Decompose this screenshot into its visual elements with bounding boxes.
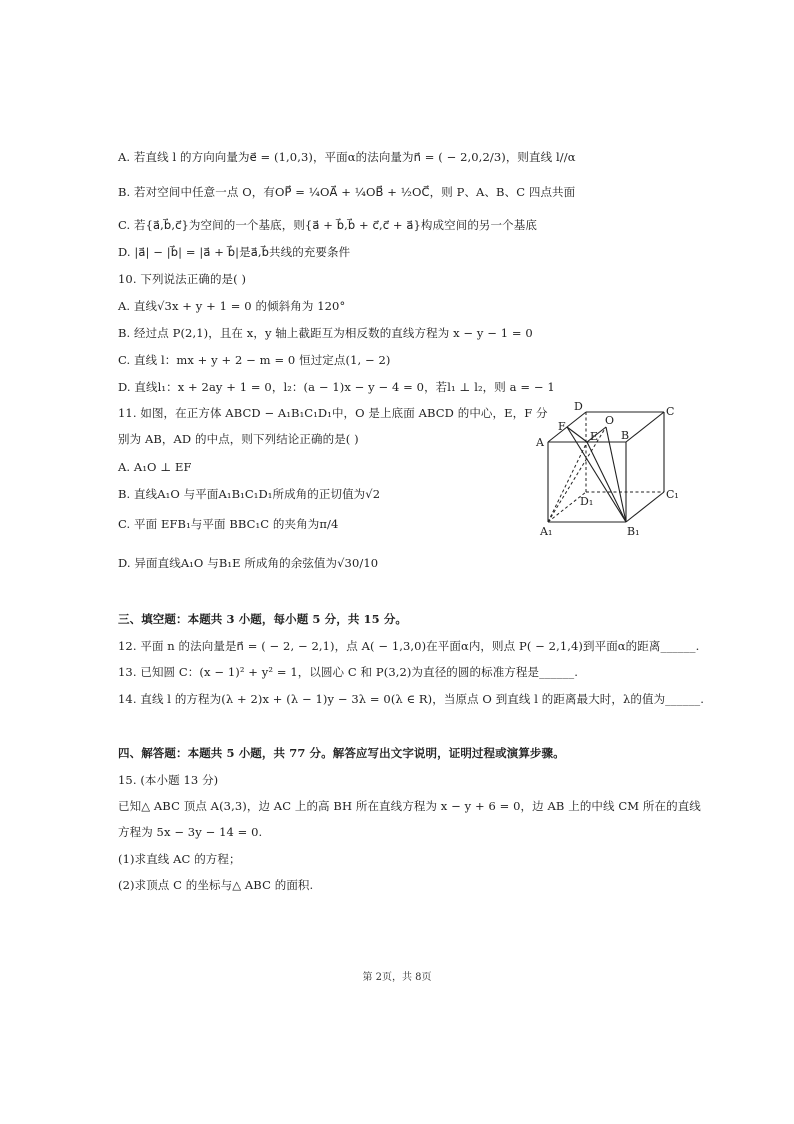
- q10-option-b: B. 经过点 P(2,1)，且在 x，y 轴上截距互为相反数的直线方程为 x − y − 1 = 0: [118, 326, 533, 340]
- q11-option-d: D. 异面直线A₁O 与B₁E 所成角的余弦值为√30/10: [118, 556, 379, 570]
- q9-option-c: C. 若{a⃗,b⃗,c⃗}为空间的一个基底，则{a⃗ + b⃗,b⃗ + c⃗,c⃗ + a⃗}构成空间的另一个基底: [118, 218, 537, 232]
- label-E: E: [590, 430, 599, 443]
- q10-stem: 10. 下列说法正确的是( ): [118, 272, 247, 286]
- q11-option-c: C. 平面 EFB₁与平面 BBC₁C 的夹角为π/4: [118, 517, 339, 531]
- label-C1: C₁: [666, 488, 679, 501]
- section-fill-in-heading: 三、填空题：本题共 3 小题，每小题 5 分，共 15 分。: [118, 612, 408, 626]
- page-footer: 第 2页，共 8页: [362, 972, 432, 983]
- q11-stem-line2: 别为 AB，AD 的中点，则下列结论正确的是( ): [118, 432, 359, 446]
- q11-option-a: A. A₁O ⊥ EF: [118, 460, 192, 474]
- label-D: D: [574, 400, 583, 413]
- section-solution-heading: 四、解答题：本题共 5 小题，共 77 分。解答应写出文字说明，证明过程或演算步骤。: [118, 746, 565, 760]
- q9-option-a: A. 若直线 l 的方向向量为e⃗ = (1,0,3)，平面α的法向量为n⃗ = ( − 2,0,2/3)，则直线 l//α: [118, 150, 576, 164]
- q10-option-d: D. 直线l₁：x + 2ay + 1 = 0，l₂：(a − 1)x − y − 4 = 0，若l₁ ⊥ l₂，则 a = − 1: [118, 380, 555, 394]
- q15-part2: (2)求顶点 C 的坐标与△ ABC 的面积.: [118, 878, 314, 892]
- q10-option-c: C. 直线 l：mx + y + 2 − m = 0 恒过定点(1, − 2): [118, 353, 391, 367]
- label-B: B: [621, 429, 630, 442]
- q14-text: 14. 直线 l 的方程为(λ + 2)x + (λ − 1)y − 3λ = 0(λ ∈ R)，当原点 O 到直线 l 的距离最大时，λ的值为______.: [118, 692, 705, 706]
- label-C: C: [666, 405, 675, 418]
- q10-option-a: A. 直线√3x + y + 1 = 0 的倾斜角为 120°: [118, 299, 346, 313]
- label-A1: A₁: [540, 525, 553, 538]
- q11-stem-line1: 11. 如图，在正方体 ABCD − A₁B₁C₁D₁中，O 是上底面 ABCD 的中心，E，F 分: [118, 406, 548, 420]
- cube-figure: [532, 400, 684, 542]
- q15-text-line2: 方程为 5x − 3y − 14 = 0.: [118, 825, 263, 839]
- q13-text: 13. 已知圆 C：(x − 1)² + y² = 1，以圆心 C 和 P(3,2)为直径的圆的标准方程是______.: [118, 665, 578, 679]
- q15-text-line1: 已知△ ABC 顶点 A(3,3)，边 AC 上的高 BH 所在直线方程为 x − y + 6 = 0，边 AB 上的中线 CM 所在的直线: [118, 799, 701, 813]
- q15-title: 15. (本小题 13 分): [118, 773, 219, 787]
- label-B1: B₁: [627, 525, 640, 538]
- label-A: A: [536, 436, 544, 449]
- q12-text: 12. 平面 n 的法向量是n⃗ = ( − 2, − 2,1)，点 A( − 1,3,0)在平面α内，则点 P( − 2,1,4)到平面α的距离______.: [118, 639, 700, 653]
- label-D1: D₁: [580, 495, 594, 508]
- label-F: F: [558, 420, 566, 433]
- q11-option-b: B. 直线A₁O 与平面A₁B₁C₁D₁所成角的正切值为√2: [118, 487, 381, 501]
- label-O: O: [605, 414, 615, 427]
- q9-option-d: D. |a⃗| − |b⃗| = |a⃗ + b⃗|是a⃗,b⃗共线的充要条件: [118, 245, 351, 259]
- q9-option-b: B. 若对空间中任意一点 O，有OP⃗ = ¼OA⃗ + ¼OB⃗ + ½OC⃗，则 P、A、B、C 四点共面: [118, 185, 576, 199]
- q15-part1: (1)求直线 AC 的方程；: [118, 852, 241, 866]
